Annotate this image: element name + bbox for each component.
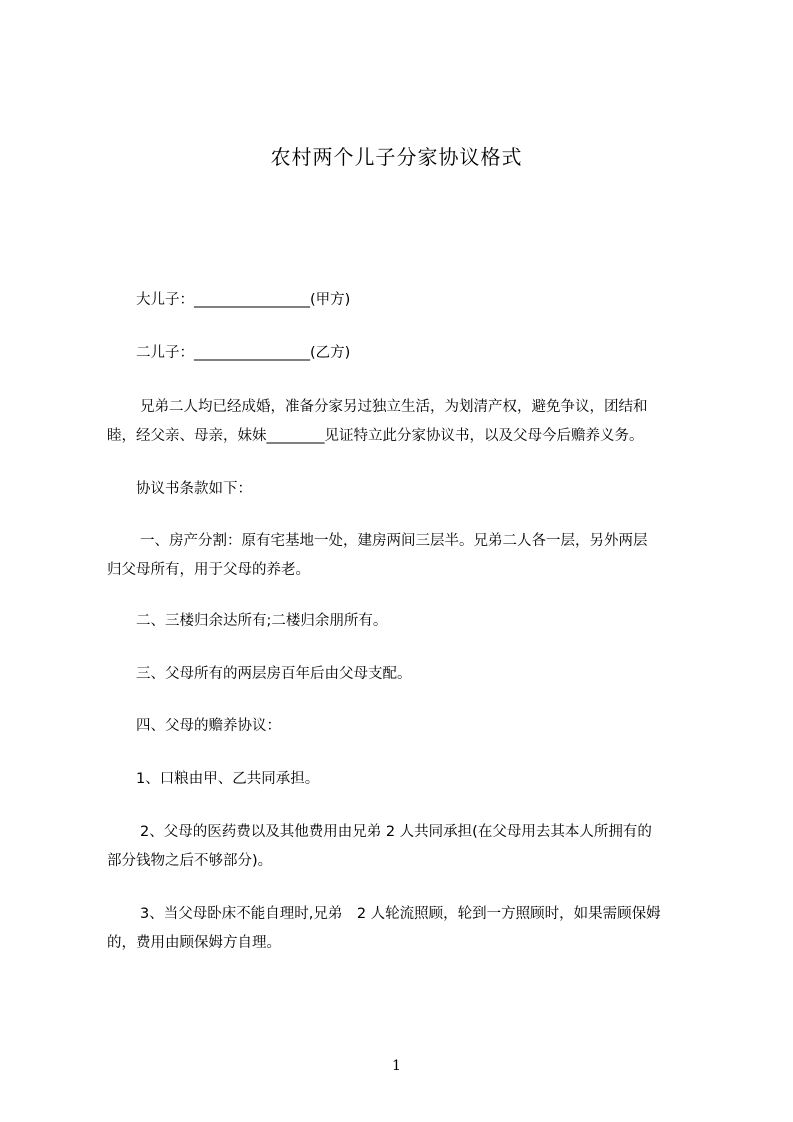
support-item-2-line-1: 2、父母的医药费以及其他费用由兄弟 2 人共同承担(在父母用去其本人所拥有的 (140, 824, 652, 840)
support-item-1: 1、口粮由甲、乙共同承担。 (136, 771, 320, 787)
intro-paragraph-line-2: 睦，经父亲、母亲，妹妹________见证特立此分家协议书，以及父母今后赡养义务。 (107, 428, 644, 444)
clauses-heading: 协议书条款如下： (136, 481, 252, 497)
clause-4-heading: 四、父母的赡养协议： (136, 718, 281, 734)
support-item-2-line-2: 部分钱物之后不够部分)。 (107, 853, 273, 869)
document-title: 农村两个儿子分家协议格式 (270, 145, 523, 169)
party-b-line: 二儿子：________________(乙方) (136, 345, 351, 361)
support-item-3-line-1: 3、当父母卧床不能自理时,兄弟 2 人轮流照顾，轮到一方照顾时，如果需顾保姆 (140, 906, 661, 922)
support-item-3-line-2: 的，费用由顾保姆方自理。 (107, 935, 281, 951)
intro-paragraph-line-1: 兄弟二人均已经成婚，准备分家另过独立生活，为划清产权，避免争议，团结和 (140, 399, 648, 415)
clause-3: 三、父母所有的两层房百年后由父母支配。 (136, 666, 412, 682)
clause-1-line-1: 一、房产分割：原有宅基地一处，建房两间三层半。兄弟二人各一层，另外两层 (140, 533, 648, 549)
party-a-line: 大儿子：________________(甲方) (136, 292, 351, 308)
clause-1-line-2: 归父母所有，用于父母的养老。 (107, 562, 310, 578)
page-number: 1 (392, 1058, 401, 1074)
clause-2: 二、三楼归余达所有;二楼归余朋所有。 (136, 613, 388, 629)
